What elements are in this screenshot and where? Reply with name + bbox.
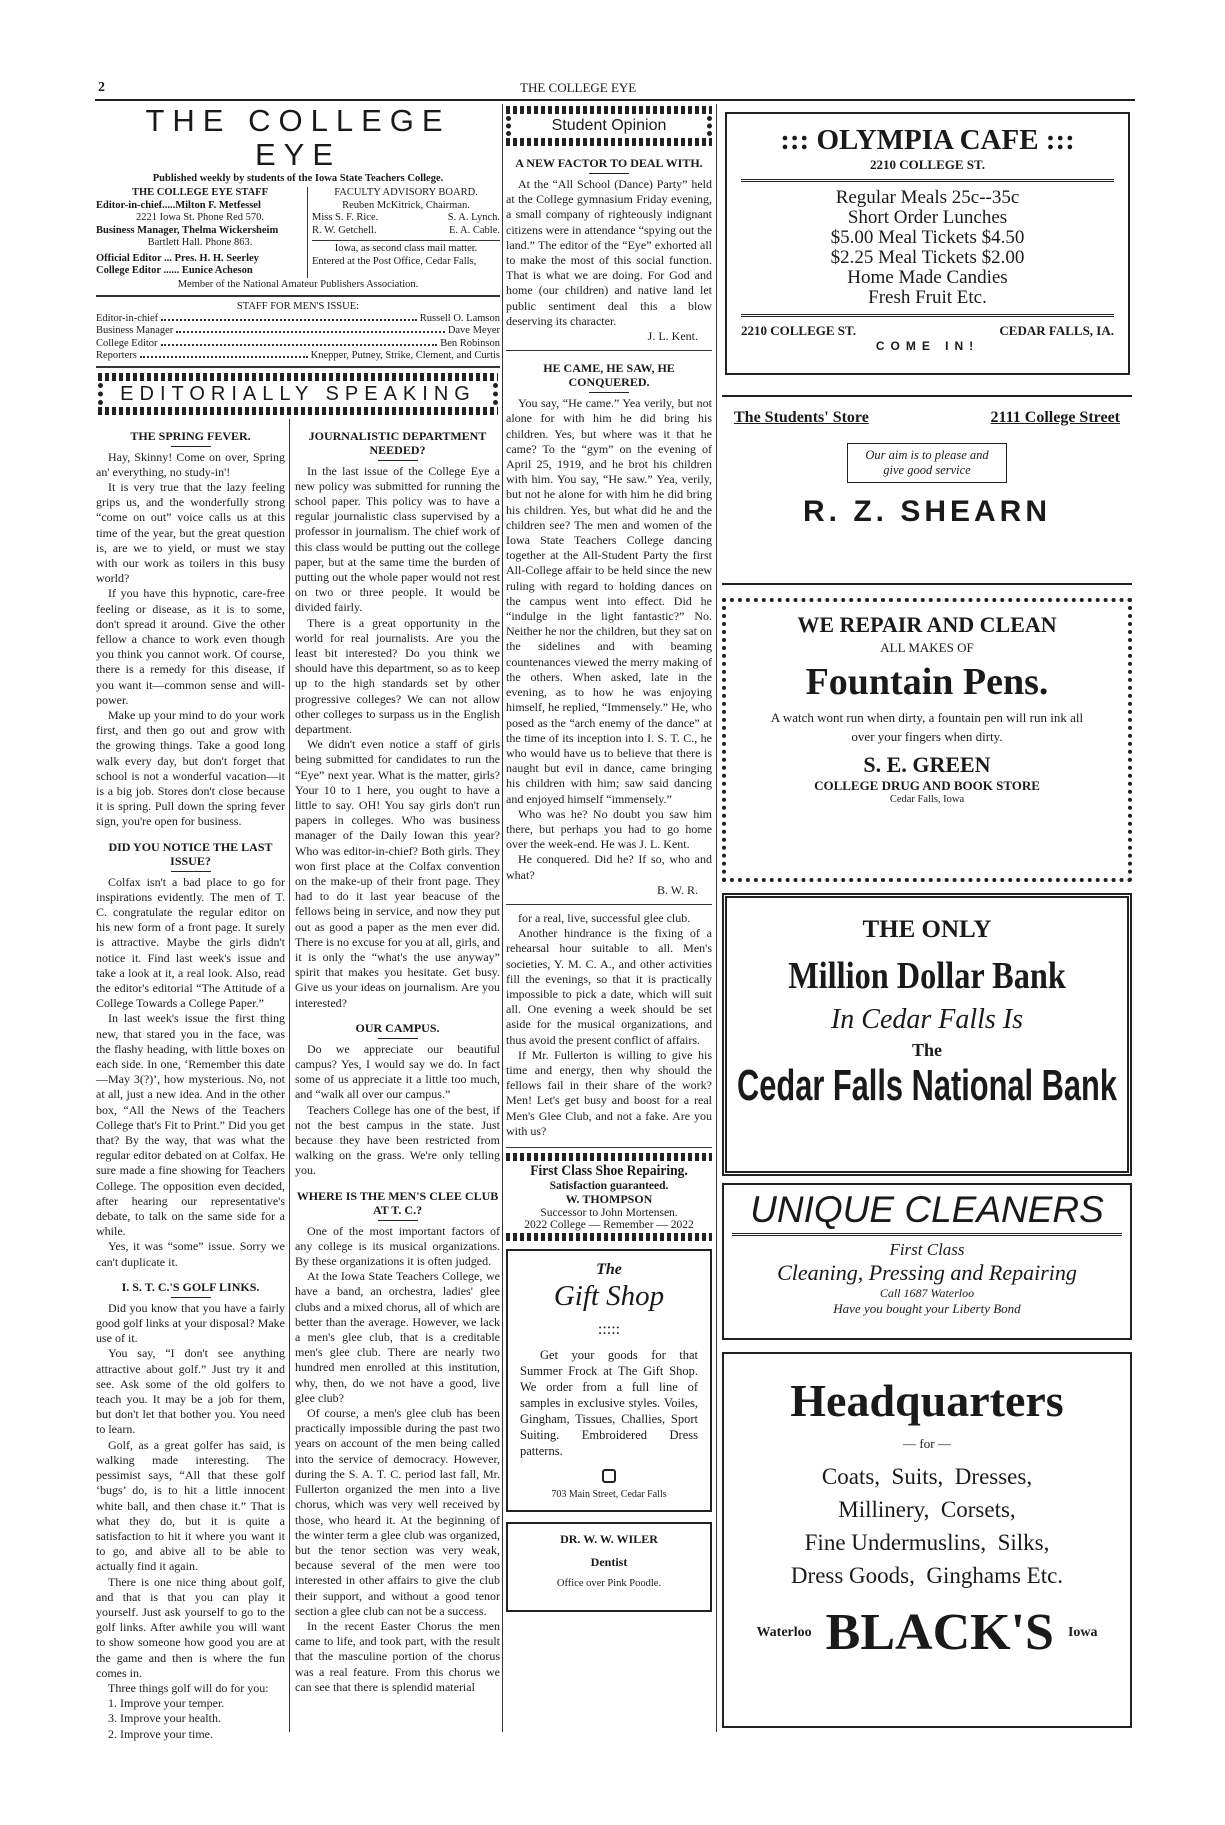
mail-note: Entered at the Post Office, Cedar Falls, — [312, 255, 477, 267]
article-headline: DID YOU NOTICE THE LAST ISSUE? — [108, 839, 273, 868]
article-paragraph: Another hindrance is the fixing of a rehearsal hour suitable to all. Men's societies, Y. M. C. A., and other activities fill the evenings, so that it is practically impossible to pick a date, which will suit all. One evening a week should be set aside for the musical organizations, and thus avoid the present conflict of affairs. — [506, 926, 712, 1047]
green-line: A watch wont run when dirty, a fountain pen will run ink all over your fingers when dirty. — [770, 710, 1084, 744]
mens-issue-staff — [96, 313, 500, 368]
green-line: COLLEGE DRUG AND BOOK STORE — [814, 778, 1040, 793]
article-paragraph: In the recent Easter Chorus the men came to life, and took part, with the result that the masculine portion of the chorus was a real feature. From this chorus we can see that there is splendid material — [295, 1618, 500, 1694]
store-motto: Our aim is to please and give good service — [847, 443, 1007, 483]
olympia-menu-line: Home Made Candies — [847, 267, 1008, 288]
article-paragraph: If you have this hypnotic, care-free feeling or disease, as it is to some, don't spread it around. Give the other fellow a chance to work even though you think you cannot work. Of course, there is a remedy for this disease, if you want it—common sense and will-power. — [96, 586, 285, 707]
article-paragraph: If Mr. Fullerton is willing to give his time and energy, then why should the fellows fail in their share of the work? Men! Let's get busy and boost for a real Men's Glee Club, and not a fake. Are you with us? — [506, 1047, 712, 1138]
staff-heading: THE COLLEGE EYE STAFF — [131, 187, 269, 198]
shoe-ad-name: W. THOMPSON — [565, 1191, 653, 1206]
column-2 — [290, 419, 500, 1733]
store-address: 2111 College Street — [990, 409, 1120, 426]
article-headline: WHERE IS THE MEN'S CLEE CLUB AT T. C.? — [296, 1188, 499, 1217]
article-headline: HE CAME, HE SAW, HE CONQUERED. — [543, 361, 675, 390]
green-line: WE REPAIR AND CLEAN — [797, 612, 1057, 637]
dentist-title: Dentist — [590, 1554, 628, 1569]
headline-rule — [378, 1220, 418, 1221]
masthead-staff-block — [96, 187, 500, 278]
dentist-name: DR. W. W. WILER — [560, 1531, 658, 1546]
green-line: ALL MAKES OF — [880, 640, 974, 655]
mail-note: Iowa, as second class mail matter. — [334, 243, 478, 254]
green-title: Fountain Pens. — [805, 661, 1049, 703]
blacks-goods — [734, 1460, 1120, 1592]
shoe-ad-line: 2022 College — Remember — 2022 — [524, 1218, 694, 1231]
mens-staff-row — [96, 313, 500, 326]
blacks-ad — [722, 1352, 1132, 1728]
article-paragraph: Colfax isn't a bad place to go for inspirations evidently. The men of T. C. congratulate the regular editor on his new form of a front page. It surely is attractive. Maybe the girls didn't notice it. Find last week's issue and take a look at it, a real look. Also, read the editor's editorial “The Attitude of a College Towards a College Paper.” — [96, 874, 285, 1011]
masthead-subtitle: Published weekly by students of the Iowa State Teachers College. — [152, 173, 444, 184]
article-headline: THE SPRING FEVER. — [130, 428, 251, 443]
article-paragraph: 2. Improve your time. — [108, 1726, 213, 1741]
headline-rule — [589, 392, 629, 393]
column-3 — [506, 104, 712, 1732]
article-headline: OUR CAMPUS. — [355, 1020, 440, 1035]
shoe-ad-line: Successor to John Mortensen. — [540, 1206, 678, 1219]
staff-list — [96, 187, 308, 278]
headline-rule — [589, 173, 629, 174]
article-paragraph: Do we appreciate our beautiful campus? Yes, I would say we do. In fact some of us appreciate it a little too much, and “walk all over our campus.” — [295, 1041, 500, 1102]
green-name: S. E. GREEN — [863, 752, 991, 777]
mens-name: Knepper, Putney, Strike, Clement, and Curtis — [310, 350, 500, 361]
article-paragraph: Golf, as a great golfer has said, is walking made interesting. The pessimist says, “All that these golf ‘bugs’ do, is to hit a little innocent white ball, and then chase it.” That is what they do, but it is quite a satisfaction to hit it where you want it to go, and abive all to be able to actually find it again. — [96, 1437, 285, 1574]
se-green-ad — [722, 598, 1132, 882]
unique-line: Cleaning, Pressing and Repairing — [777, 1260, 1077, 1285]
green-line: Cedar Falls, Iowa — [889, 794, 965, 805]
blacks-goods-line: Dress Goods, Ginghams Etc. — [790, 1563, 1064, 1588]
article-signature: B. W. R. — [656, 882, 698, 897]
article-signature: J. L. Kent. — [647, 329, 698, 344]
shoe-ad-title: First Class Shoe Repairing. — [530, 1162, 688, 1179]
article-he-came — [506, 361, 712, 898]
article-paragraph: We didn't even notice a staff of girls being submitted for candidates to run the “Eye” next year. What is the matter, girls? Your 10 to 1 here, you ought to have a little to say. OH! You say girls don't run papers in colleges. Who was business manager of the Daily Iowan this year? Who was editor-in-chief? Both girls. They won first place at the Colfax convention on the make-up of their front page. They had to do it last year beacuse of the fellows being in service, and now they put out as good a paper as the men ever did. There is no excuse for you at all, girls, and it is only the “what's the use anyway” spirit that makes you hesitate. Get busy. Give us your ideas on journalism. Are you interested? — [295, 737, 500, 1010]
students-store-ad — [722, 395, 1132, 585]
headline-rule — [171, 1297, 211, 1298]
unique-cleaners-ad — [722, 1183, 1132, 1340]
gift-ad-dots: ::::: — [597, 1320, 621, 1338]
board-heading: FACULTY ADVISORY BOARD. — [334, 187, 478, 198]
dentist-office: Office over Pink Poodle. — [556, 1577, 662, 1589]
leader-dots — [176, 331, 445, 333]
gift-shop-logo-icon — [602, 1469, 616, 1483]
olympia-menu-line: Fresh Fruit Etc. — [868, 287, 987, 308]
blacks-goods-line: Millinery, Corsets, — [838, 1497, 1016, 1522]
article-paragraph: One of the most important factors of any college is its musical organizations. By these organizations it is often judged. — [295, 1223, 500, 1269]
olympia-menu-line: $2.25 Meal Tickets $2.00 — [830, 247, 1025, 268]
article-new-factor — [506, 156, 712, 344]
unique-line: Call 1687 Waterloo — [879, 1286, 975, 1300]
staff-line: 2221 Iowa St. Phone Red 570. — [135, 212, 265, 223]
unique-line: First Class — [889, 1240, 965, 1259]
article-headline: I. S. T. C.'S GOLF LINKS. — [121, 1279, 260, 1294]
article-paragraph: Hay, Skinny! Come on over, Spring an' everything, no study-in'! — [96, 449, 285, 479]
mens-staff-row — [96, 350, 500, 363]
running-head: THE COLLEGE EYE — [520, 80, 637, 95]
article-paragraph: for a real, live, successful glee club. — [518, 910, 691, 925]
gift-ad-the: The — [596, 1260, 622, 1278]
store-owner: R. Z. SHEARN — [802, 495, 1051, 528]
bank-line: In Cedar Falls Is — [830, 1004, 1024, 1035]
shoe-repair-ad — [506, 1147, 712, 1241]
article-paragraph: Make up your mind to do your work first, and then go out and grow with the growing things. Take a good long walk every day, but don't forget that school is not a wonderful vacation—it is a big job. Stores don't close because it is spring. Pull down the spring fever sign, you're open for business. — [96, 707, 285, 829]
headline-rule — [171, 871, 211, 872]
gift-ad-body: Get your goods for that Summer Frock at The Gift Shop. We order from a full line of samples in exclusive styles. Voiles, Gingham, Tissues, Challies, Sport Suiting. Embroidered Dress patterns. — [520, 1347, 698, 1458]
mens-name: Russell O. Lamson — [419, 312, 500, 324]
blacks-name: BLACK'S — [825, 1604, 1054, 1661]
store-name: The Students' Store — [734, 409, 869, 426]
leader-dots — [140, 356, 308, 358]
article-paragraph: Did you know that you have a fairly good golf links at your disposal? Make use of it. — [96, 1300, 285, 1346]
faculty-board — [308, 187, 500, 278]
staff-line: Official Editor ... Pres. H. H. Seerley — [96, 252, 259, 264]
column-1 — [96, 419, 290, 1741]
mens-name: Ben Robinson — [440, 337, 500, 349]
top-rule — [95, 99, 1135, 101]
article-glee-club-continued — [506, 911, 712, 1139]
student-opinion-title: Student Opinion — [506, 116, 712, 136]
olympia-title: ::: OLYMPIA CAFE ::: — [780, 124, 1075, 156]
article-paragraph: It is very true that the lazy feeling grips us, and the wonderfully strong “come on out” voice calls us at this time of the year, but the great question is, are we to yield, or must we stay with our work as toilers in this busy world? — [96, 479, 285, 586]
board-member: R. W. Getchell. — [312, 224, 377, 236]
olympia-foot-address: 2210 COLLEGE ST. — [741, 323, 856, 338]
article-paragraph: In last week's issue the first thing new, that stared you in the face, was the flashy heading, with little boxes on each side. In one, ‘Remember this date—May 3(?)’, how mysterious. No, not at all, just a new idea. And in the other box, “All the News of the Teachers College that's Fit to Print.” Did you get that? By the way, that was what the regular editor debated on at Colfax. He sure made a fine showing for Teachers College. The opposition even decided, after hearing our representative's debate, to talk on the same side for a while. — [96, 1011, 285, 1239]
article-headline: A NEW FACTOR TO DEAL WITH. — [515, 156, 703, 170]
dentist-ad — [506, 1522, 712, 1612]
article-paragraph: Who was he? No doubt you saw him there, but perhaps you had to go home over the week-end. He was J. L. Kent. — [506, 806, 712, 852]
article-paragraph: There is one nice thing about golf, and that is that you can play it yourself. Just ask yourself to go to the golf links. After awhile you will want to show someone how good you are at the game and then is where the fun comes in. — [96, 1574, 285, 1680]
leader-dots — [161, 344, 438, 346]
leader-dots — [161, 319, 417, 321]
gift-shop-ad — [506, 1249, 712, 1512]
bank-ad — [722, 893, 1132, 1176]
headline-rule — [171, 446, 211, 447]
article-paragraph: Yes, it was “some” issue. Sorry we can't duplicate it. — [96, 1239, 285, 1269]
editorial-banner-title: EDITORIALLY SPEAKING — [98, 383, 498, 405]
olympia-menu — [741, 182, 1114, 317]
blacks-city: Waterloo — [756, 1625, 812, 1640]
mens-name: Dave Meyer — [447, 325, 500, 336]
board-member: Miss S. F. Rice. — [312, 212, 379, 223]
board-chair: Reuben McKitrick, Chairman. — [342, 199, 470, 211]
blacks-headline: Headquarters — [790, 1375, 1064, 1426]
article-paragraph: There is a great opportunity in the world for real journalists. Are you the least bit interested? Do you think we should have this department, so as to keep up to the high standards set by other progressive colleges? We can not allow other colleges to surpass us in the English department. — [295, 615, 500, 736]
article-paragraph: You say, “I don't see anything attractive about golf.” Just try it and see. Ask some of the old golfers to teach you. It may be a job for them, but don't let that bother you. You need to learn. — [96, 1346, 285, 1437]
staff-line: Business Manager, Thelma Wickersheim — [96, 224, 279, 236]
article-paragraph: He conquered. Did he? If so, who and what? — [506, 852, 712, 882]
mens-staff-row — [96, 325, 500, 338]
mens-issue-heading: STAFF FOR MEN'S ISSUE: — [236, 300, 360, 312]
staff-line: Editor-in-chief.....Milton F. Metfessel — [96, 199, 261, 211]
unique-title: UNIQUE CLEANERS — [732, 1189, 1122, 1236]
board-member: E. A. Cable. — [448, 224, 500, 236]
article-paragraph: You say, “He came.” Yea verily, but not alone for with him he did bring his children. Yes, but where was it that he came? To the “gym” on the evening of April 25, 1919, and he brot his children with him. You say, “He saw.” Yea, verily, but not he alone for with him he did bring his children. Yes, but what did he and the children see? The men and women of the Iowa State Teachers College dancing together at the All-Student Party the first All-College affair to be held since the new ruling with regard to holding dances on the campus went into effect. Did he “indulge in the light fantastic?” No. Neither he nor the children, but they sat on the sidelines and with beaming countenances viewed the merry making of the others. When asked, late in the evening, as to how he was enjoying himself, he replied, “Immensely.” He, who posed as the “arch enemy of the dance” at the time of its inception into I. S. T. C., he who would have us to believe that there is naught but evil in dance, came bringing his children with him; saw said dancing and enjoyed himself “immensely.” — [506, 396, 712, 806]
article-paragraph: 3. Improve your health. — [108, 1711, 221, 1726]
bank-headline: Million Dollar Bank — [788, 955, 1066, 997]
olympia-cafe-ad — [725, 112, 1130, 375]
mens-role: Reporters — [96, 350, 137, 361]
headline-rule — [378, 1038, 418, 1039]
member-note: Member of the National Amateur Publishers Association. — [96, 278, 500, 297]
olympia-foot-city: CEDAR FALLS, IA. — [999, 323, 1114, 338]
olympia-menu-line: Short Order Lunches — [847, 207, 1008, 228]
mens-staff-row — [96, 338, 500, 351]
unique-line: Have you bought your Liberty Bond — [833, 1301, 1021, 1316]
article-paragraph: In the last issue of the College Eye a new policy was submitted for running the school paper. This policy was to have a regular journalistic class supervised by a professor in journalism. The chief work of this class would be putting out the college paper, but at the same time the burden of putting out the whole paper would not rest on two or three people. It would be divided fairly. — [295, 463, 500, 615]
blacks-for: — for — — [903, 1436, 951, 1451]
page-number: 2 — [98, 80, 105, 95]
mens-role: College Editor — [96, 337, 158, 349]
article-headline: JOURNALISTIC DEPARTMENT NEEDED? — [308, 428, 487, 457]
staff-line: Bartlett Hall. Phone 863. — [147, 237, 253, 248]
masthead-title: THE COLLEGE EYE — [145, 103, 451, 172]
board-member: S. A. Lynch. — [447, 212, 500, 223]
columns-1-2 — [96, 419, 500, 1741]
article-paragraph: Teachers College has one of the best, if not the best campus in the state. Just because they have been restricted from walking on the grass. We're only telling you. — [295, 1102, 500, 1178]
student-opinion-banner — [506, 106, 712, 146]
article-paragraph: At the “All School (Dance) Party” held at the College gymnasium Friday evening, a small company of righteously indignant citizens were in attendance “spying out the land.” The editor of the “Eye” exhorted all to make the most of this social function. That is what we are doing. For God and home (our children) and native land let public sentiment deal this a blow deserving its character. — [506, 177, 712, 328]
shoe-ad-line: Satisfaction guaranteed. — [549, 1179, 669, 1192]
left-block — [96, 103, 500, 1741]
headline-rule — [378, 460, 418, 461]
article-paragraph: Of course, a men's glee club has been practically impossible during the past two years on account of the men being called into the service of democracy. However, during the S. A. T. C. period last fall, Mr. Fullerton organized the men into a live chorus, which was very well received by those, who heard it. At the beginning of the winter term a glee club was organized, but the tenor section was very weak, because several of the men were too interested in other affairs to give the club their support, and without a good tenor section a glee club can not be a success. — [295, 1406, 500, 1618]
mens-role: Editor-in-chief — [96, 312, 159, 324]
bank-line: The — [911, 1040, 942, 1060]
article-paragraph: At the Iowa State Teachers College, we have a band, an orchestra, ladies' glee clubs and a mixed chorus, all of which are better than the average. However, we lack a men's glee club, that is a creditable men's glee club. There are nearly two hundred men enrolled at this institution, why, then, do we not have a good, live glee club? — [295, 1269, 500, 1405]
article-paragraph: Three things golf will do for you: — [108, 1680, 269, 1695]
masthead — [96, 104, 500, 368]
gift-ad-title: Gift Shop — [553, 1279, 665, 1312]
olympia-address: 2210 COLLEGE ST. — [741, 157, 1114, 182]
blacks-state: Iowa — [1067, 1625, 1098, 1640]
blacks-goods-line: Coats, Suits, Dresses, — [821, 1464, 1033, 1489]
staff-line: College Editor ...... Eunice Acheson — [96, 265, 253, 276]
blacks-goods-line: Fine Undermuslins, Silks, — [804, 1530, 1050, 1555]
mens-role: Business Manager — [96, 325, 174, 336]
bank-line: THE ONLY — [862, 916, 992, 943]
olympia-come-in: COME IN! — [875, 339, 980, 353]
gift-ad-address: 703 Main Street, Cedar Falls — [551, 1488, 667, 1500]
bank-name: Cedar Falls National Bank — [737, 1061, 1117, 1110]
olympia-menu-line: Regular Meals 25c--35c — [835, 187, 1020, 208]
article-paragraph: 1. Improve your temper. — [108, 1696, 225, 1711]
editorial-banner — [98, 371, 498, 417]
olympia-menu-line: $5.00 Meal Tickets $4.50 — [830, 227, 1025, 248]
